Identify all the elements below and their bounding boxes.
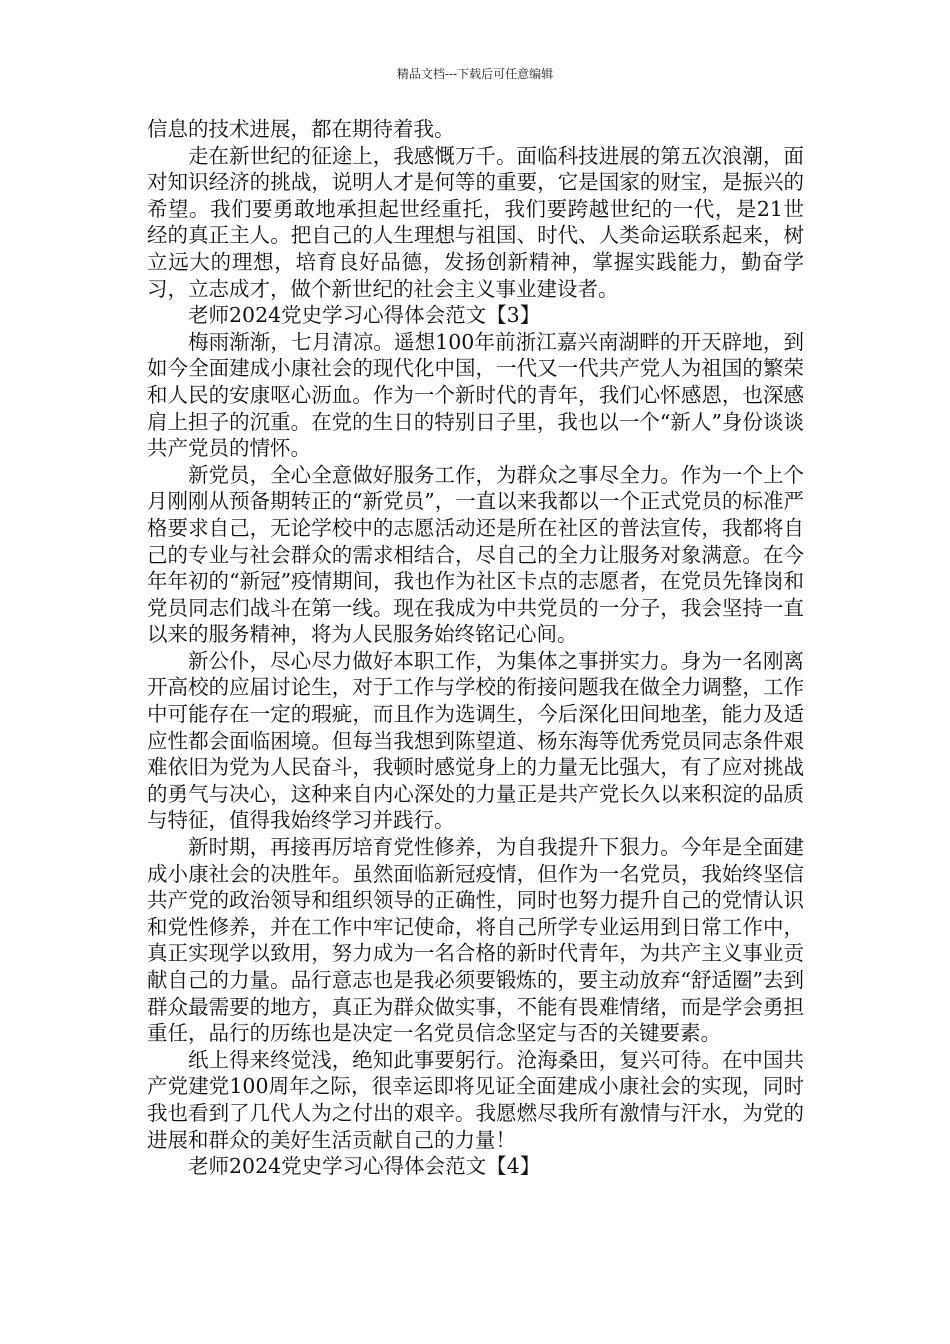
paragraph-conclusion: 纸上得来终觉浅，绝知此事要躬行。沧海桑田，复兴可待。在中国共产党建党100周年之际，很幸运即将见证全面建成小康社会的实现，同时我也看到了几代人为之付出的艰辛。我愿燃尽我所有激情与汗水，为党的进展和群众的美好生活贡献自己的力量！ <box>147 1047 804 1152</box>
document-body <box>147 116 804 1180</box>
section-heading-3: 老师2024党史学习心得体会范文【3】 <box>188 303 541 328</box>
paragraph-new-servant: 新公仆，尽心尽力做好本职工作，为集体之事拼实力。身为一名刚离开高校的应届讨论生，对于工作与学校的衔接问题我在做全力调整，工作中可能存在一定的瑕疵，而且作为选调生，今后深化田间地垄，能力及适应性都会面临困境。但每当我想到陈望道、杨东海等优秀党员同志条件艰难依旧为党为人民奋斗，我顿时感觉身上的力量无比强大，有了应对挑战的勇气与决心，这种来自内心深处的力量正是共产党长久以来积淀的品质与特征，值得我始终学习并践行。 <box>147 648 804 833</box>
paragraph-plum-rain: 梅雨渐渐，七月清凉。遥想100年前浙江嘉兴南湖畔的开天辟地，到如今全面建成小康社会的现代化中国，一代又一代共产党人为祖国的繁荣和人民的安康呕心沥血。作为一个新时代的青年，我们心怀感恩，也深感肩上担子的沉重。在党的生日的特别日子里，我也以一个“新人”身份谈谈共产党员的情怀。 <box>147 329 804 461</box>
paragraph-new-member: 新党员，全心全意做好服务工作，为群众之事尽全力。作为一个上个月刚刚从预备期转正的“新党员”，一直以来我都以一个正式党员的标准严格要求自己，无论学校中的志愿活动还是所在社区的普法宣传，我都将自己的专业与社会群众的需求相结合，尽自己的全力让服务对象满意。在今年年初的“新冠”疫情期间，我也作为社区卡点的志愿者，在党员先锋岗和党员同志们战斗在第一线。现在我成为中共党员的一分子，我会坚持一直以来的服务精神，将为人民服务始终铭记心间。 <box>147 462 804 647</box>
section-heading-4: 老师2024党史学习心得体会范文【4】 <box>188 1154 541 1179</box>
paragraph-new-era: 新时期，再接再厉培育党性修养，为自我提升下狠力。今年是全面建成小康社会的决胜年。虽然面临新冠疫情，但作为一名党员，我始终坚信共产党的政治领导和组织领导的正确性，同时也努力提升自己的党情认识和党性修养，并在工作中牢记使命，将自己所学专业运用到日常工作中，真正实现学以致用，努力成为一名合格的新时代青年，为共产主义事业贡献自己的力量。品行意志也是我必须要锻炼的，要主动放弃“舒适圈”去到群众最需要的地方，真正为群众做实事，不能有畏难情绪，而是学会勇担重任，品行的历练也是决定一名党员信念坚定与否的关键要素。 <box>147 835 804 1046</box>
paragraph-new-century: 走在新世纪的征途上，我感慨万千。面临科技进展的第五次浪潮，面对知识经济的挑战，说明人才是何等的重要，它是国家的财宝，是振兴的希望。我们要勇敢地承担起世经重托，我们要跨越世纪的一代，是21世经的真正主人。把自己的人生理想与祖国、时代、人类命运联系起来，树立远大的理想，培育良好品德，发扬创新精神，掌握实践能力，勤奋学习，立志成才，做个新世纪的社会主义事业建设者。 <box>147 143 804 301</box>
page-header: 精品文档---下载后可任意编辑 <box>396 67 554 81</box>
paragraph-continuation: 信息的技术进展，都在期待着我。 <box>147 117 455 141</box>
